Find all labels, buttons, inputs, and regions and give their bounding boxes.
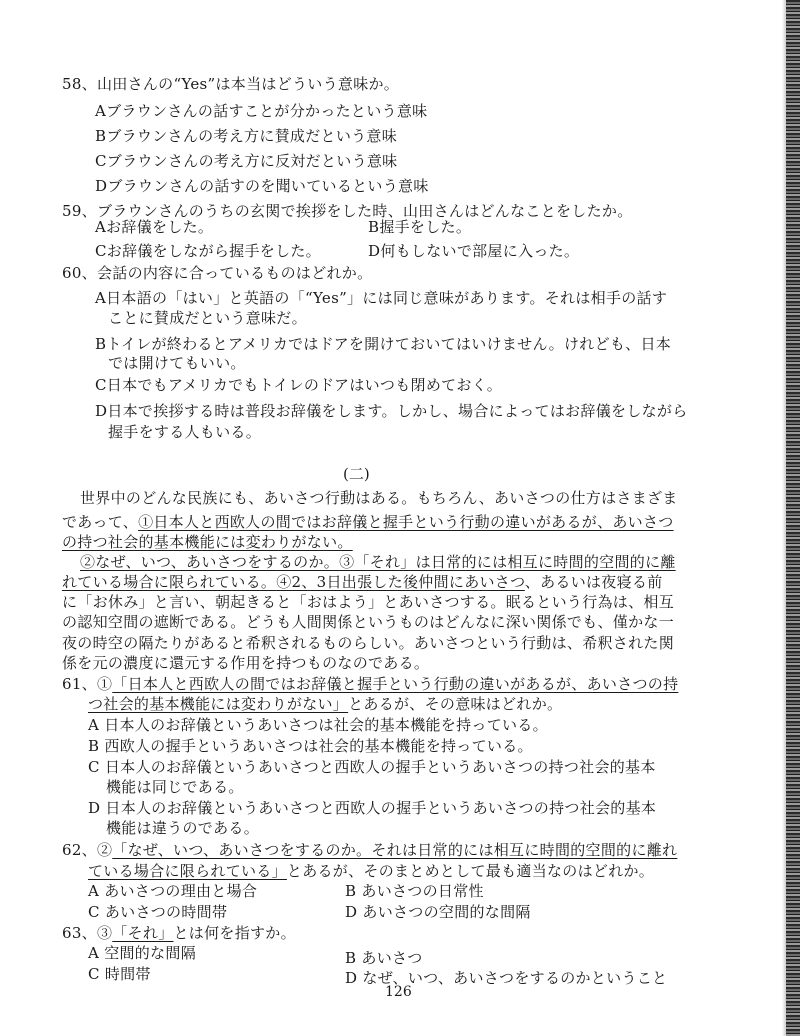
q60-option-b-line2: では開けてもいい。 (108, 354, 246, 372)
passage-p2-line4: の認知空間の遮断である。どうも人間関係というものはどんなに深い関係でも、僅かな一 (62, 613, 675, 631)
q59-option-b: B握手をした。 (368, 218, 472, 236)
underline-1-part2: の持つ社会的基本機能には変わりがない。 (62, 533, 353, 551)
q61-quote-part2: つ社会的基本機能には変わりがない」 (88, 695, 349, 713)
q60-option-d-line2: 握手をする人もいる。 (108, 423, 262, 441)
q63-stem (62, 922, 296, 944)
q59-option-d: D何もしないで部屋に入った。 (368, 242, 580, 260)
q62-option-d: D あいさつの空間的な間隔 (345, 903, 531, 921)
q61-option-a: A 日本人のお辞儀というあいさつは社会的基本機能を持っている。 (88, 716, 548, 734)
q58-option-d: Dブラウンさんの話すのを聞いているという意味 (95, 177, 429, 195)
q63-number: 63、③ (62, 924, 113, 942)
q60-stem: 60、会話の内容に合っているものはどれか。 (62, 264, 373, 282)
q60-option-b-line1: Bトイレが終わるとアメリカではドアを開けておいてはいけません。けれども、日本 (95, 335, 672, 353)
q61-option-c-line2: 機能は同じである。 (106, 778, 244, 796)
passage-p1-line3 (62, 531, 353, 553)
q61-option-d-line1: D 日本人のお辞儀というあいさつと西欧人の握手というあいさつの持つ社会的基本 (88, 799, 657, 817)
q61-stem-line1 (62, 673, 678, 695)
q62-option-c: C あいさつの時間帯 (88, 903, 228, 921)
q62-stem-line2 (88, 860, 654, 882)
q63-option-a: A 空間的な間隔 (88, 944, 197, 962)
section-heading: (二) (343, 465, 370, 483)
q61-option-d-line2: 機能は違うのである。 (106, 819, 260, 837)
passage-p2-line1 (80, 551, 676, 573)
q60-option-c: C日本でもアメリカでもトイレのドアはいつも閉めておく。 (95, 376, 503, 394)
underline-3-part2: れている場合に限られている。 (62, 573, 277, 591)
q61-option-b: B 西欧人の握手というあいさつは社会的基本機能を持っている。 (88, 737, 533, 755)
q60-option-d-line1: D日本で挨拶する時は普段お辞儀をします。しかし、場合によってはお辞儀をしながら (95, 402, 688, 420)
underline-2: ②なぜ、いつ、あいさつをするのか。 (80, 553, 340, 571)
q61-number: 61、① (62, 675, 113, 693)
page-number: 126 (385, 984, 412, 1000)
q62-quote-part1: 「なぜ、いつ、あいさつをするのか。それは日常的には相互に時間的空間的に離れ (112, 841, 678, 859)
q58-stem: 58、山田さんの“Yes”は本当はどういう意味か。 (62, 75, 400, 93)
passage-p2-line6: 係を元の濃度に還元する作用を持つものなのである。 (62, 654, 430, 672)
underline-4: ④2、3日出張した後仲間にあいさつ (276, 573, 525, 591)
q58-option-b: Bブラウンさんの考え方に賛成だという意味 (95, 127, 398, 145)
passage-p2-line2-plain: 、あるいは夜寝る前 (524, 573, 663, 591)
passage-p2-line5: 夜の時空の隔たりがあると希釈されるものらしい。あいさつという行動は、希釈された関 (62, 634, 675, 652)
underline-1-part1: ①日本人と西欧人の間ではお辞儀と握手という行動の違いがあるが、あいさつ (138, 513, 674, 531)
passage-p2-line3: に「お休み」と言い、朝起きると「おはよう」とあいさつする。眠るという行為は、相互 (62, 593, 675, 611)
q62-number: 62、② (62, 841, 113, 859)
q61-stem-tail: とあるが、その意味はどれか。 (348, 695, 563, 713)
q63-option-c: C 時間帯 (88, 965, 151, 983)
q59-stem: 59、ブラウンさんのうちの玄関で挨拶をした時、山田さんはどんなことをしたか。 (62, 202, 633, 220)
q61-quote-part1: 「日本人と西欧人の間ではお辞儀と握手という行動の違いがあるが、あいさつの持 (112, 675, 679, 693)
underline-3-part1: ③「それ」は日常的には相互に時間的空間的に離 (339, 553, 676, 571)
q58-option-a: Aブラウンさんの話すことが分かったという意味 (95, 102, 428, 120)
q63-stem-tail: とは何を指すか。 (173, 924, 296, 942)
q62-option-b: B あいさつの日常性 (345, 882, 484, 900)
q62-option-a: A あいさつの理由と場合 (88, 882, 258, 900)
q60-option-a-line2: ことに賛成だという意味だ。 (108, 309, 307, 327)
q62-stem-line1 (62, 839, 677, 861)
passage-p1-line2-plain: であって、 (62, 513, 139, 531)
q58-option-c: Cブラウンさんの考え方に反対だという意味 (95, 152, 398, 170)
q61-stem-line2 (88, 693, 562, 715)
q59-option-a: Aお辞儀をした。 (95, 218, 214, 236)
q63-quote: 「それ」 (112, 924, 174, 942)
page-edge-scan-artifact (786, 0, 800, 1036)
passage-p1-line1: 世界中のどんな民族にも、あいさつ行動はある。もちろん、あいさつの仕方はさまざま (80, 489, 678, 507)
passage-p1-line2 (62, 511, 674, 533)
q63-option-b: B あいさつ (345, 949, 423, 967)
q59-option-c: Cお辞儀をしながら握手をした。 (95, 242, 321, 260)
q60-option-a-line1: A日本語の「はい」と英語の「“Yes”」には同じ意味があります。それは相手の話す (95, 289, 668, 307)
q62-stem-tail: とあるが、そのまとめとして最も適当なのはどれか。 (286, 862, 655, 880)
q61-option-c-line1: C 日本人のお辞儀というあいさつと西欧人の握手というあいさつの持つ社会的基本 (88, 758, 656, 776)
q62-quote-part2: ている場合に限られている」 (88, 862, 287, 880)
q63-option-d: D なぜ、いつ、あいさつをするのかということ (345, 969, 668, 987)
passage-p2-line2 (62, 571, 663, 593)
